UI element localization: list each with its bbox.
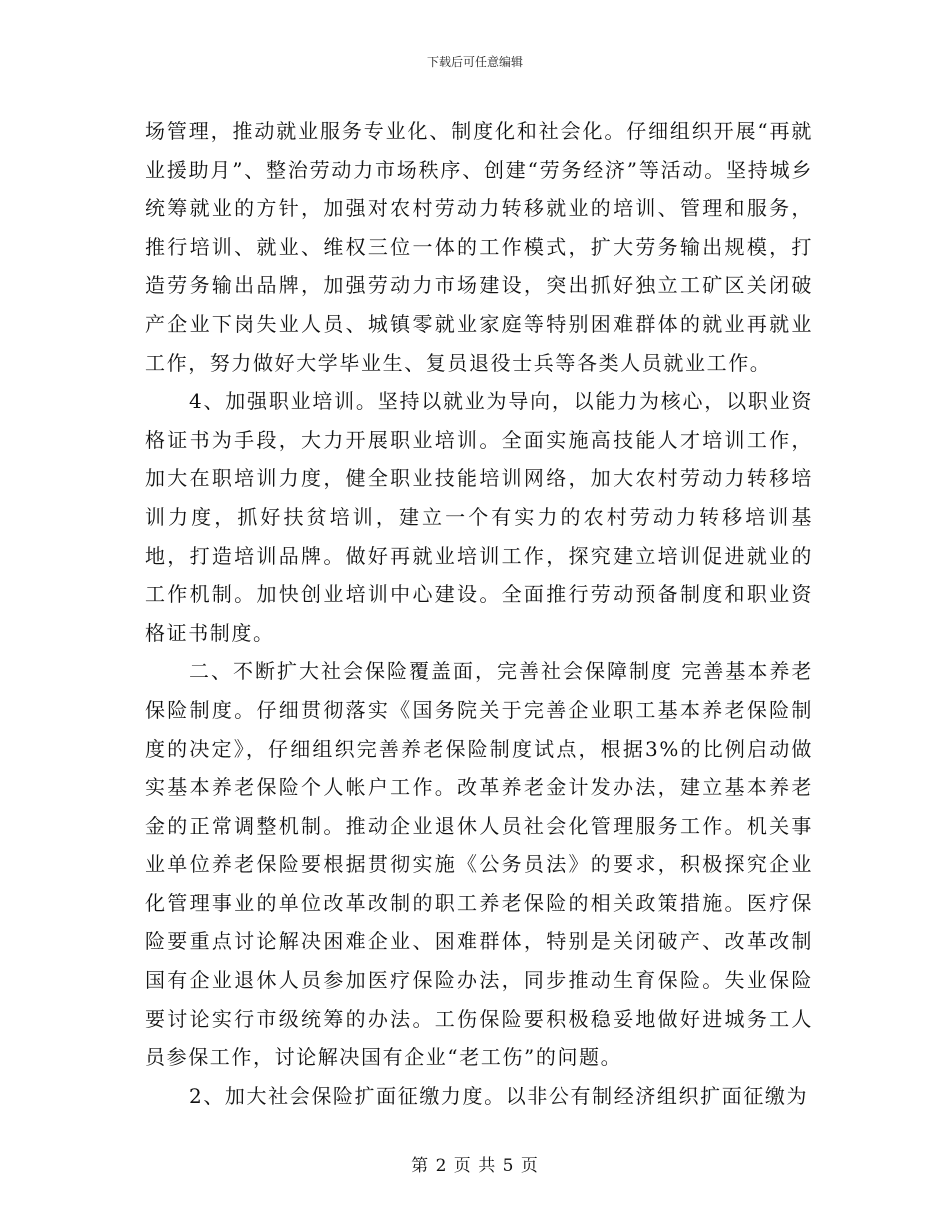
paragraph-vocational-training: 4、加强职业培训。坚持以就业为导向，以能力为核心，以职业资格证书为手段，大力开展职业培训。全面实施高技能人才培训工作，加大在职培训力度，健全职业技能培训网络，加大农村劳动力转移培训力度，抓好扶贫培训，建立一个有实力的农村劳动力转移培训基地，打造培训品牌。做好再就业培训工作，探究建立培训促进就业的工作机制。加快创业培训中心建设。全面推行劳动预备制度和职业资格证书制度。 bbox=[145, 389, 813, 645]
paragraph-employment-services: 场管理，推动就业服务专业化、制度化和社会化。仔细组织开展“再就业援助月”、整治劳动力市场秩序、创建“劳务经济”等活动。坚持城乡统筹就业的方针，加强对农村劳动力转移就业的培训、管理和服务，推行培训、就业、维权三位一体的工作模式，扩大劳务输出规模，打造劳务输出品牌，加强劳动力市场建设，突出抓好独立工矿区关闭破产企业下岗失业人员、城镇零就业家庭等特别困难群体的就业再就业工作，努力做好大学毕业生、复员退役士兵等各类人员就业工作。 bbox=[145, 119, 813, 375]
document-body bbox=[145, 112, 813, 1115]
page-header: 下载后可任意编辑 bbox=[426, 55, 523, 69]
page-number: 第 2 页 共 5 页 bbox=[411, 1156, 539, 1176]
paragraph-social-insurance: 二、不断扩大社会保险覆盖面，完善社会保障制度 完善基本养老保险制度。仔细贯彻落实《国务院关于完善企业职工基本养老保险制度的决定》，仔细组织完善养老保险制度试点，根据3%的比例启动做实基本养老保险个人帐户工作。改革养老金计发办法，建立基本养老金的正常调整机制。推动企业退休人员社会化管理服务工作。机关事业单位养老保险要根据贯彻实施《公务员法》的要求，积极探究企业化管理事业的单位改革改制的职工养老保险的相关政策措施。医疗保险要重点讨论解决困难企业、困难群体，特别是关闭破产、改革改制国有企业退休人员参加医疗保险办法，同步推动生育保险。失业保险要讨论实行市级统筹的办法。工伤保险要积极稳妥地做好进城务工人员参保工作，讨论解决国有企业“老工伤”的问题。 bbox=[145, 659, 813, 1070]
paragraph-insurance-collection: 2、加大社会保险扩面征缴力度。以非公有制经济组织扩面征缴为 bbox=[189, 1083, 809, 1108]
